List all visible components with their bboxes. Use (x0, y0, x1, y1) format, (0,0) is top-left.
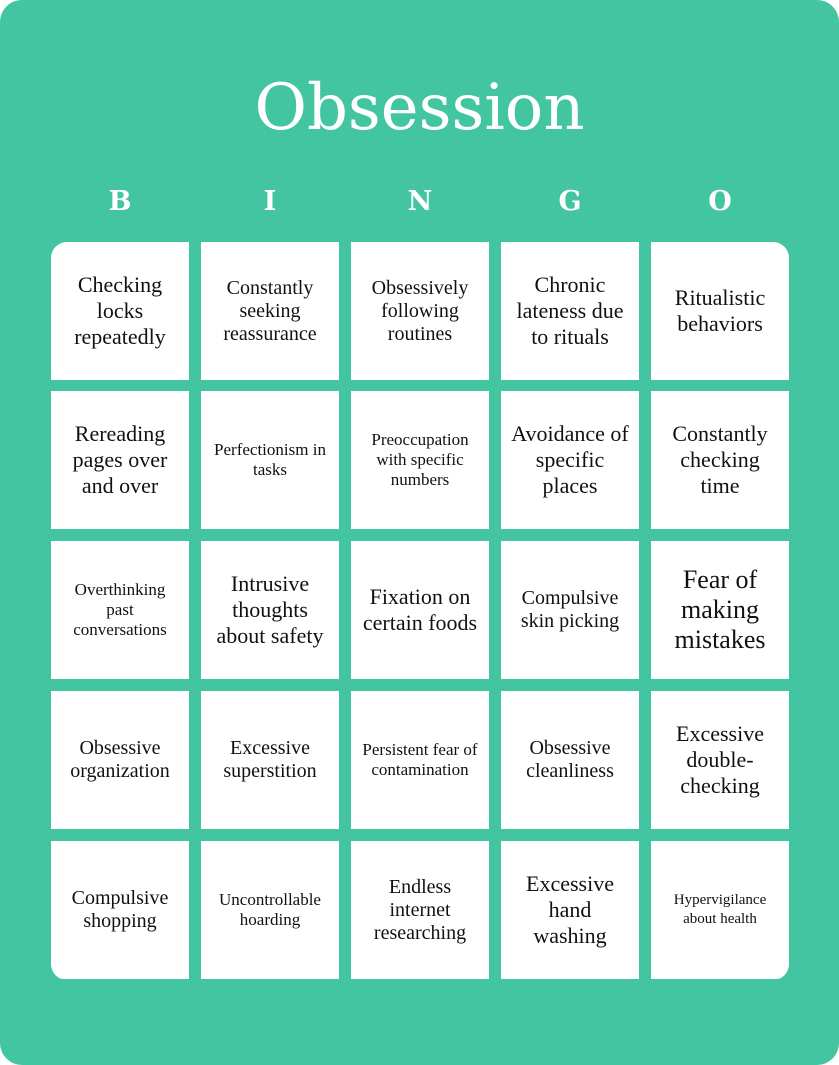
bingo-cell[interactable]: Rereading pages over and over (51, 391, 189, 529)
bingo-header (50, 182, 790, 222)
bingo-cell[interactable]: Obsessive organization (51, 691, 189, 829)
bingo-cell[interactable]: Uncontrollable hoarding (201, 841, 339, 979)
header-letter-b: B (108, 186, 132, 217)
header-letter-o: O (708, 186, 732, 217)
bingo-cell[interactable]: Intrusive thoughts about safety (201, 541, 339, 679)
bingo-cell[interactable]: Fixation on certain foods (351, 541, 489, 679)
bingo-cell[interactable]: Perfectionism in tasks (201, 391, 339, 529)
bingo-cell[interactable]: Compulsive skin picking (501, 541, 639, 679)
bingo-cell[interactable]: Excessive double-checking (651, 691, 789, 829)
bingo-cell[interactable]: Endless internet researching (351, 841, 489, 979)
bingo-grid (51, 242, 789, 980)
bingo-cell[interactable]: Obsessively following routines (351, 242, 489, 380)
bingo-cell[interactable]: Preoccupation with specific numbers (351, 391, 489, 529)
card-title: Obsession (254, 71, 585, 145)
bingo-cell[interactable]: Ritualistic behaviors (651, 242, 789, 380)
bingo-cell[interactable]: Fear of making mistakes (651, 541, 789, 679)
header-letter-n: N (407, 186, 433, 217)
bingo-cell[interactable]: Persistent fear of contamination (351, 691, 489, 829)
header-letter-i: I (263, 186, 277, 217)
bingo-cell[interactable]: Compulsive shopping (51, 841, 189, 979)
bingo-cell[interactable]: Hypervigilance about health (651, 841, 789, 979)
bingo-cell[interactable]: Excessive superstition (201, 691, 339, 829)
bingo-cell[interactable]: Avoidance of specific places (501, 391, 639, 529)
bingo-cell[interactable]: Overthinking past conversations (51, 541, 189, 679)
bingo-cell[interactable]: Constantly seeking reassurance (201, 242, 339, 380)
bingo-cell[interactable]: Constantly checking time (651, 391, 789, 529)
header-letter-g: G (558, 186, 582, 217)
bingo-cell[interactable]: Checking locks repeatedly (51, 242, 189, 380)
bingo-cell[interactable]: Excessive hand washing (501, 841, 639, 979)
bingo-cell[interactable]: Obsessive cleanliness (501, 691, 639, 829)
bingo-cell[interactable]: Chronic lateness due to rituals (501, 242, 639, 380)
